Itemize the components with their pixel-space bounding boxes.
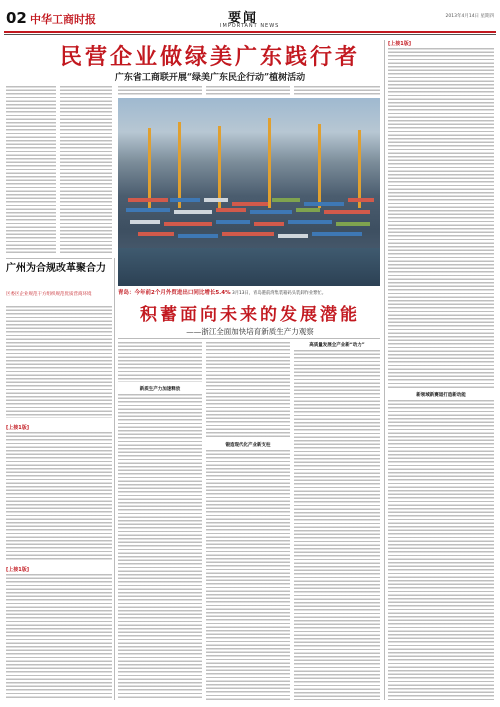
- issue-date: 2013年4月14日 星期四: [445, 14, 494, 19]
- lead-headline: 民营企业做绿美广东践行者: [59, 44, 360, 70]
- lead-subhead: 广东省工商联开展“绿美广东民企行动”植树活动: [114, 73, 306, 83]
- photo-caption-title: 青岛：今年前2个月外贸进出口同比增长5.4%: [118, 290, 231, 296]
- second-headline: 积蓄面向未来的发展潜能: [140, 305, 360, 325]
- section-title: 要闻: [228, 11, 259, 26]
- newspaper-masthead: 中华工商时报: [30, 13, 96, 26]
- photo-caption: [118, 290, 380, 297]
- second-column-1b: [118, 394, 202, 700]
- column-divider-right: [384, 40, 385, 700]
- second-column-2b: [206, 450, 290, 700]
- second-subhead-a: 新质生产力加速释放: [139, 387, 181, 392]
- header-rule: [4, 31, 496, 33]
- lead-column-4: [206, 86, 290, 96]
- lead-column-3: [118, 86, 202, 96]
- second-story-rule: [118, 338, 380, 339]
- right-column-text-1: [388, 48, 494, 388]
- left-box-text-2: [6, 574, 112, 700]
- header-rule-thin: [4, 34, 496, 35]
- left-continued-label-1: [上接1版]: [6, 425, 30, 431]
- section-title-en: IMPORTANT NEWS: [220, 23, 280, 29]
- right-continued-label: [上接1版]: [388, 41, 412, 47]
- right-subhead: 新领域新赛道打造新动能: [416, 393, 466, 398]
- right-column-text-2: [388, 400, 494, 700]
- second-column-3: [294, 350, 380, 700]
- side-divider: [6, 258, 112, 259]
- left-box-text-1: [6, 432, 112, 560]
- lead-column-5: [294, 86, 380, 96]
- port-photo: [118, 98, 380, 286]
- page-number: 02: [6, 9, 27, 27]
- left-continued-label-2: [上接1版]: [6, 567, 30, 573]
- column-divider-left: [114, 258, 115, 700]
- second-column-2: [206, 342, 290, 438]
- second-subhead-b: 锻造现代化产业新支柱: [225, 443, 271, 448]
- side-column-text: [6, 306, 112, 418]
- second-subhead: ——浙江全面加快培育新质生产力观察: [186, 327, 314, 336]
- lead-column-1: [6, 86, 56, 254]
- second-column-1: [118, 342, 202, 382]
- lead-column-2: [60, 86, 112, 254]
- photo-caption-body: 3月13日，青岛港前湾集装箱码头装卸作业繁忙。: [231, 291, 327, 296]
- second-subhead-c: 高质量发展全产业新“动力”: [309, 343, 365, 348]
- page-header: [0, 0, 500, 32]
- side-headline: 广州为合规改革聚合力: [6, 263, 106, 274]
- side-subhead: 区委区企业规范干方组织规范优质营商环境: [6, 292, 92, 297]
